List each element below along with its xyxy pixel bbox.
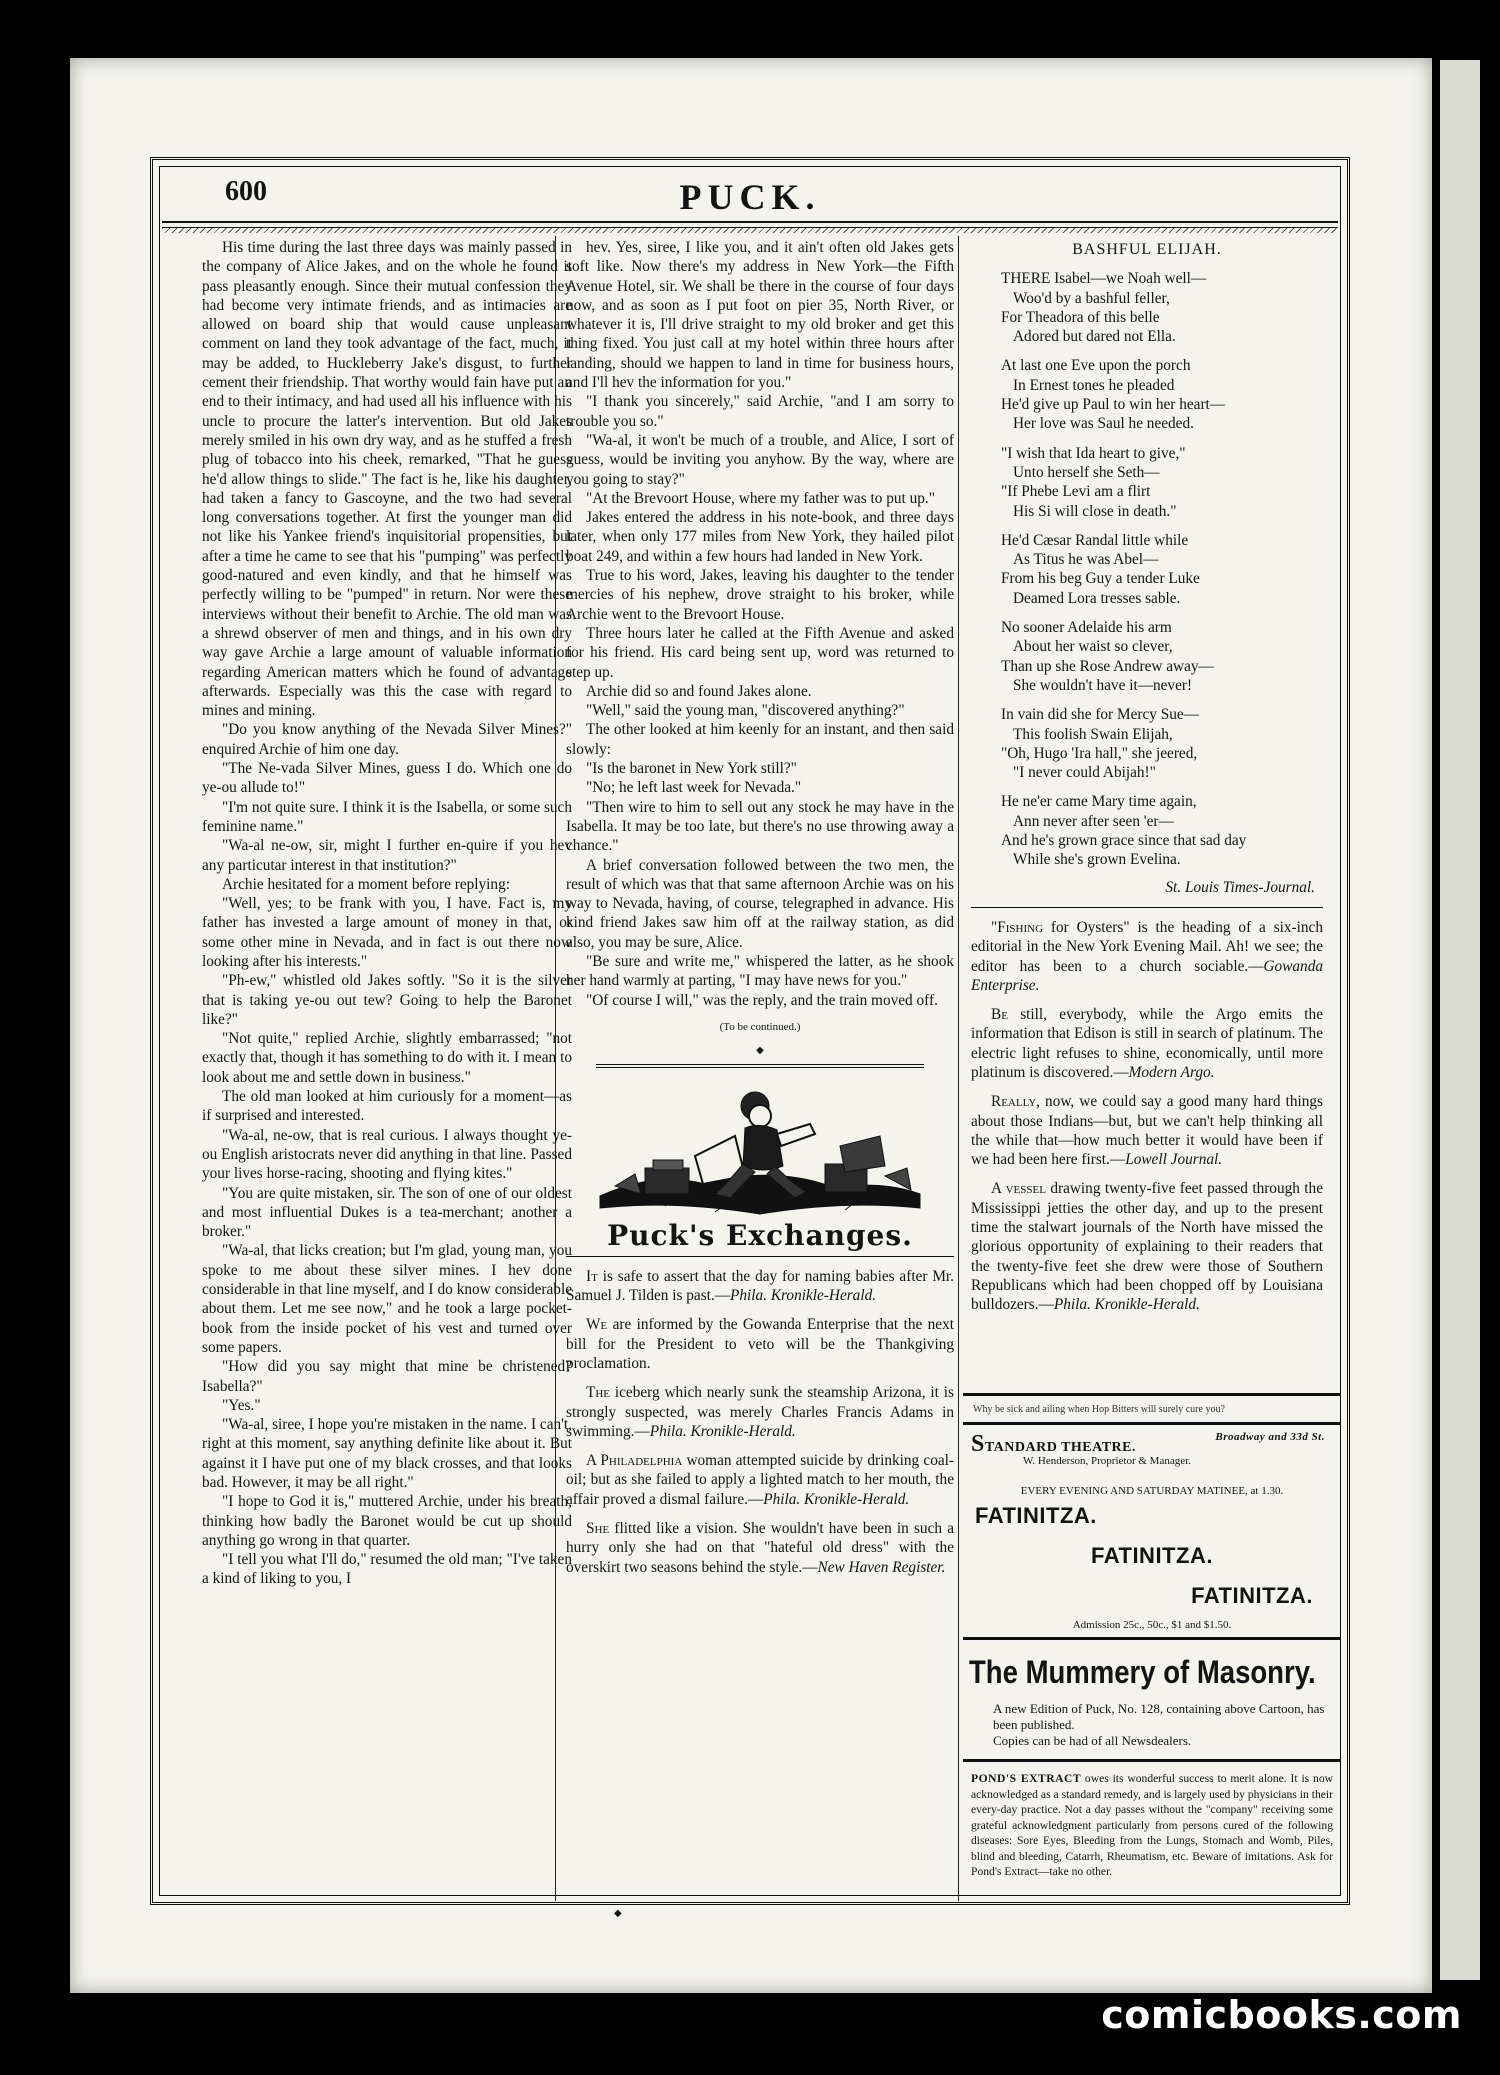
story-paragraph: "I'm not quite sure. I think it is the Isabella, or some such feminine name." (202, 798, 572, 835)
news-item (566, 1519, 954, 1577)
show-title: FATINITZA. (1091, 1543, 1213, 1568)
item-source: New Haven Register. (817, 1558, 946, 1576)
poem-line: Ann never after seen 'er— (1013, 812, 1174, 830)
story-paragraph: His time during the last three days was mainly passed in the company of Alice Jakes, and on the whole he found it pass pleasantly enough. Since their mutual confession they had become very intimate friends, and as intimacies are allowed on board ship that would cause unpleasant comment on land they took advantage of the fact, much, it may be added, to Huckleberry Jake's disgust, to further cement their friendship. That worthy would fain have put an end to their intimacy, and had used all his influence with his uncle to procure the latter's intervention. But old Jakes merely smiled in his own dry way, and as he stuffed a fresh plug of tobacco into his cheek, remarked, "That he guess he'd allow things to slide." The fact is he, like his daughter, had taken a fancy to Gascoyne, and the two had several long conversations together. At first the younger man did not like his Yankee friend's inquisitorial propensities, but after a time he came to see that his "pumping" was perfectly good-natured and even kindly, and that he himself was perfectly willing to be "pumped" in return. Nor were these interviews without their benefit to Archie. The old man was a shrewd observer of men and things, and in his own dry way gave Archie a large amount of valuable information regarding American matters which he found of advantage afterwards. Especially was this the case with regard to mines and mining. (202, 239, 572, 720)
story-paragraph: "I hope to God it is," muttered Archie, under his breath, thinking how badly the Baronet would be cut up should anything go wrong in that quarter. (202, 1493, 572, 1549)
poem-line: He'd give up Paul to win her heart— (1001, 396, 1226, 414)
story-paragraph: "I thank you sincerely," said Archie, "and I am sorry to trouble you so." (566, 393, 954, 430)
item-lead: "Fishing (991, 918, 1044, 936)
double-rule (596, 1064, 924, 1068)
story-paragraph: "Is the baronet in New York still?" (586, 760, 797, 778)
masthead-rule (162, 221, 1338, 228)
masthead-ornament-rule (162, 228, 1338, 233)
exchanges-items (566, 1267, 954, 1577)
item-text: woman attempted suicide by drinking coal-oil; but as she failed to apply a lighted match to her mouth, the affair proved a dismal failure.— (566, 1452, 955, 1508)
poem-line: As Titus he was Abel— (1013, 551, 1159, 569)
separator-star: ◆ (756, 1045, 764, 1057)
news-item (971, 918, 1323, 995)
ponds-extract-ad (963, 1762, 1341, 1880)
story-paragraph: "Then wire to him to sell out any stock he may have in the Isabella. It may be too late, but there's no use throwing away a chance." (566, 798, 954, 855)
to-be-continued: (To be continued.) (719, 1020, 801, 1033)
poem-line: Her love was Saul he needed. (1013, 415, 1194, 433)
story-paragraph: "Well, yes; to be frank with you, I have. Fact is, my father has invested a large amount of money in that, or some other mine in Nevada, and in fact is out there now looking after his interests." (202, 895, 572, 970)
show-title: FATINITZA. (975, 1503, 1097, 1528)
story-paragraph: A brief conversation followed between the two men, the result of which was that that same afternoon Archie was on his way to Nevada, having, of course, telegraphed in advance. His kind friend Jakes saw him off at the railway station, as did also, you may be sure, Alice. (566, 856, 954, 951)
mummery-line: A new Edition of Puck, No. 128, containing above Cartoon, has been published. (993, 1701, 1325, 1732)
ponds-text: owes its wonderful success to merit alone. It is now acknowledged as a standard remedy, and is largely used by physicians in their every-day practice. Not a day passes without the "company" receiving some grateful acknowledgment particularly from persons cured of the following diseases: Sore Eyes, Bleeding from the Lungs, Stomach and Womb, Piles, blind and bleeding, Catarrh, Rheumatism, etc. Beware of imitations. Ask for Pond's Extract—take no other. (971, 1772, 1333, 1878)
news-item (971, 1179, 1323, 1314)
poem-stanza (1001, 356, 1323, 433)
item-text: iceberg which nearly sunk the steamship Arizona, it is strongly suspected, was merely Charles Francis Adams in swimming.— (566, 1384, 954, 1440)
story-paragraph: True to his word, Jakes, leaving his daughter to the tender mercies of his nephew, drove straight to his broker, while Archie went to the Brevoort House. (566, 567, 954, 623)
poem-title: BASHFUL ELIJAH. (1072, 241, 1222, 258)
item-text: flitted like a vision. She wouldn't have been in such a hurry only she had on that "hateful old dress" with the overskirt two seasons behind the style.— (566, 1520, 954, 1576)
item-source: Phila. Kronikle-Herald. (1053, 1296, 1200, 1314)
news-item (971, 1005, 1323, 1082)
poem-stanza (1001, 618, 1323, 695)
poem-source: St. Louis Times-Journal. (1165, 878, 1315, 896)
story-paragraph: "Ph-ew," whistled old Jakes softly. "So it is the silver that is taking ye-ou out tew? Going to help the Baronet like?" (202, 972, 572, 1028)
story-paragraph: "Not quite," replied Archie, slightly embarrassed; "not exactly that, though it has something to do with it. I mean to look about me and settle down in business." (202, 1030, 572, 1086)
poem-line: And he's grown grace since that sad day (1001, 832, 1247, 850)
theatre-performances: EVERY EVENING AND SATURDAY MATINEE, at 1.30. (1020, 1485, 1284, 1497)
story-paragraph: "Be sure and write me," whispered the latter, as he shook her hand warmly at parting, "I may have news for you." (566, 952, 954, 990)
story-continuation (566, 238, 954, 1010)
story-paragraph: "Wa-al, that licks creation; but I'm glad, young man, you spoke to me about these silver mines. I hev done considerable in that line myself, and I do know considerable about them. Let me see now," and he took a large pocket-book from the inside pocket of his vest and turned over some papers. (202, 1242, 572, 1356)
poem-line: He'd Cæsar Randal little while (1001, 531, 1189, 549)
theatre-manager: W. Henderson, Proprietor & Manager. (1023, 1455, 1191, 1467)
ponds-name: POND'S EXTRACT (971, 1772, 1082, 1785)
poem-line: This foolish Swain Elijah, (1013, 725, 1173, 743)
story-paragraph: "No; he left last week for Nevada." (586, 779, 802, 797)
item-text: for Oysters" is the heading of a six-inch editorial in the New York Evening Mail. Ah! we see; the editor has been to a church sociable.— (971, 918, 1323, 975)
item-source: Modern Argo. (1128, 1063, 1215, 1081)
item-source: Phila. Kronikle-Herald. (730, 1287, 877, 1305)
news-item (566, 1383, 954, 1441)
poem-line: "I wish that Ida heart to give," (1001, 444, 1186, 462)
exchanges-engraving (595, 1076, 925, 1226)
exchanges-title: Puck's Exchanges. (607, 1219, 913, 1253)
poem-rule (971, 907, 1323, 908)
poem-body (971, 269, 1323, 869)
ad-rule (963, 1637, 1341, 1640)
poem-stanza (1001, 444, 1323, 521)
story-paragraph: "Yes." (222, 1396, 261, 1414)
story-paragraph: Jakes entered the address in his note-book, and three days later, when only 177 miles from New York, they hailed pilot boat 249, and within a few hours had landed in New York. (566, 509, 954, 565)
item-lead: A Philadelphia (586, 1452, 683, 1470)
item-lead: Be (991, 1006, 1008, 1024)
news-item (566, 1267, 954, 1306)
bottom-dot: ◆ (614, 1908, 622, 1919)
mummery-title: The Mummery of Masonry. (969, 1654, 1316, 1690)
story-paragraph: "Of course I will," was the reply, and the train moved off. (586, 991, 938, 1009)
item-lead: She (586, 1520, 610, 1538)
item-source: Phila. Kronikle-Herald. (649, 1422, 796, 1440)
paragraph-items (971, 918, 1323, 1315)
item-source: Phila. Kronikle-Herald. (763, 1490, 910, 1508)
news-item (971, 1092, 1323, 1169)
mummery-body (963, 1701, 1341, 1749)
story-column-2 (566, 238, 954, 1587)
theatre-prices: Admission 25c., 50c., $1 and $1.50. (1072, 1619, 1232, 1631)
item-source: Lowell Journal. (1125, 1151, 1223, 1169)
theatre-address: Broadway and 33d St. (1215, 1431, 1325, 1443)
item-lead: We (586, 1316, 608, 1334)
poem-line: Than up she Rose Andrew away— (1001, 657, 1214, 675)
poem-line: In vain did she for Mercy Sue— (1001, 706, 1199, 724)
item-text: are informed by the Gowanda Enterprise that the next bill for the President to veto will be the Thankgiving proclamation. (566, 1316, 954, 1372)
news-item (566, 1451, 954, 1509)
poem-line: Deamed Lora tresses sable. (1013, 589, 1181, 607)
theatre-name-initial: S (971, 1431, 985, 1457)
adjacent-page-edge (1440, 60, 1480, 1980)
story-paragraph: The other looked at him keenly for an instant, and then said slowly: (566, 721, 954, 758)
item-text: now, we could say a good many hard things about those Indians—but, but we can't help thinking all the while that—how much better it would have been if we had been here first.— (971, 1093, 1323, 1169)
story-paragraph: "How did you say might that mine be christened? Isabella?" (202, 1358, 572, 1395)
exchanges-rule (566, 1256, 954, 1257)
item-lead: It (586, 1267, 598, 1285)
story-paragraph: "Well," said the young man, "discovered anything?" (586, 702, 905, 720)
item-source: Gowanda Enterprise. (971, 957, 1323, 994)
item-text: still, everybody, while the Argo emits the information that Edison is still in search of platinum. The electric light refuses to shine, economically, until more platinum is discovered.— (971, 1006, 1323, 1081)
hop-bitters-ad: Why be sick and ailing when Hop Bitters will surely cure you? (973, 1404, 1225, 1415)
story-paragraph: The old man looked at him curiously for a moment—as if surprised and interested. (202, 1088, 572, 1125)
poem-line: No sooner Adelaide his arm (1001, 619, 1172, 637)
column-divider (958, 236, 959, 1901)
story-paragraph: "Wa-al, siree, I hope you're mistaken in the name. I can't, right at this moment, say anything definite like about it. But against it I have put one of my black crosses, and that looks bad. However, it may be all right." (202, 1416, 572, 1491)
story-paragraph: Three hours later he called at the Fifth Avenue and asked for his friend. His card being sent up, word was returned to step up. (566, 624, 954, 681)
story-paragraph: "I tell you what I'll do," resumed the old man; "I've taken a kind of liking to you, I (202, 1551, 572, 1588)
story-paragraph: Archie hesitated for a moment before replying: (222, 875, 510, 893)
poem-line: He ne'er came Mary time again, (1001, 793, 1197, 811)
story-paragraph: "At the Brevoort House, where my father was to put up." (586, 489, 935, 507)
poem-stanza (1001, 269, 1323, 346)
poem-line: "Oh, Hugo 'Ira hall," she jeered, (1001, 744, 1198, 762)
masthead-title: PUCK. (679, 177, 821, 217)
theatre-ad (963, 1425, 1341, 1631)
item-text: drawing twenty-five feet passed through the Mississippi jetties the other day, and up to the present time the stalwart journals of the North have missed the glorious opportunity of explaining to their readers that the twenty-five feet she drew were those of Southern Republicans which had been chopped off by Louisiana bulldozers.— (971, 1180, 1323, 1314)
news-item (566, 1315, 954, 1373)
item-text: is safe to assert that the day for naming babies after Mr. Samuel J. Tilden is past.— (566, 1267, 954, 1305)
column-3 (971, 238, 1323, 1325)
story-paragraph: "Wa-al, it won't be much of a trouble, and Alice, I sort of guess, would be inviting you anyhow. By the way, where are you going to stay?" (566, 431, 954, 488)
poem-line: THERE Isabel—we Noah well— (1001, 270, 1207, 288)
poem-line: His Si will close in death." (1013, 502, 1177, 520)
advertisements (963, 1393, 1341, 1880)
page-number: 600 (225, 176, 267, 207)
poem-line: Unto herself she Seth— (1013, 463, 1160, 481)
story-paragraph: "You are quite mistaken, sir. The son of one of our oldest and most influential Dukes is a tea-merchant; another a broker." (202, 1184, 572, 1241)
poem-line: At last one Eve upon the porch (1001, 357, 1191, 375)
poem-line: Woo'd by a bashful feller, (1013, 289, 1170, 307)
item-lead: The (586, 1384, 611, 1402)
poem-line: Adored but dared not Ella. (1013, 328, 1176, 346)
story-paragraph: "Wa-al, ne-ow, that is real curious. I always thought ye-ou English aristocrats never did anything in that line. Passed your lives horse-racing, shooting and flying kites." (202, 1126, 572, 1183)
poem-stanza (1001, 531, 1323, 608)
story-paragraph: Archie did so and found Jakes alone. (586, 682, 812, 700)
poem-line: For Theadora of this belle (1001, 308, 1160, 326)
story-paragraph: "Do you know anything of the Nevada Silver Mines?" enquired Archie of him one day. (202, 721, 572, 758)
item-lead: Really, (991, 1093, 1040, 1111)
poem-stanza (1001, 705, 1323, 782)
theatre-name (963, 1425, 1341, 1458)
poem-line: From his beg Guy a tender Luke (1001, 570, 1200, 588)
poem-line: She wouldn't have it—never! (1013, 676, 1193, 694)
story-paragraph: "The Ne-vada Silver Mines, guess I do. Which one do ye-ou allude to!" (202, 760, 572, 797)
poem-line: In Ernest tones he pleaded (1013, 376, 1175, 394)
poem-line: "If Phebe Levi am a flirt (1001, 483, 1151, 501)
story-column-1 (202, 238, 572, 1589)
poem-line: "I never could Abijah!" (1013, 764, 1156, 782)
story-paragraph: hev. Yes, siree, I like you, and it ain't often old Jakes gets soft like. Now there's my address in New York—the Fifth Avenue Hotel, sir. We shall be there in the course of four days now, and as soon as I put foot on pier 35, North River, or whatever it is, I'll drive straight to my old broker and get this thing fixed. You just call at my hotel within three hours after landing, should we happen to land in time for business hours, and I'll hev the information for you." (566, 239, 954, 392)
watermark: comicbooks.com (1101, 1993, 1462, 2037)
story-paragraph: "Wa-al ne-ow, sir, might I further en-quire if you hev any particutar interest in that institution?" (202, 837, 572, 874)
poem-stanza (1001, 792, 1323, 869)
poem-line: While she's grown Evelina. (1013, 851, 1181, 869)
poem-line: About her waist so clever, (1013, 638, 1173, 656)
theatre-name-rest: TANDARD THEATRE. (984, 1440, 1136, 1455)
mummery-line: Copies can be had of all Newsdealers. (993, 1733, 1192, 1748)
show-title: FATINITZA. (1191, 1583, 1313, 1608)
item-lead: A vessel (991, 1180, 1046, 1198)
